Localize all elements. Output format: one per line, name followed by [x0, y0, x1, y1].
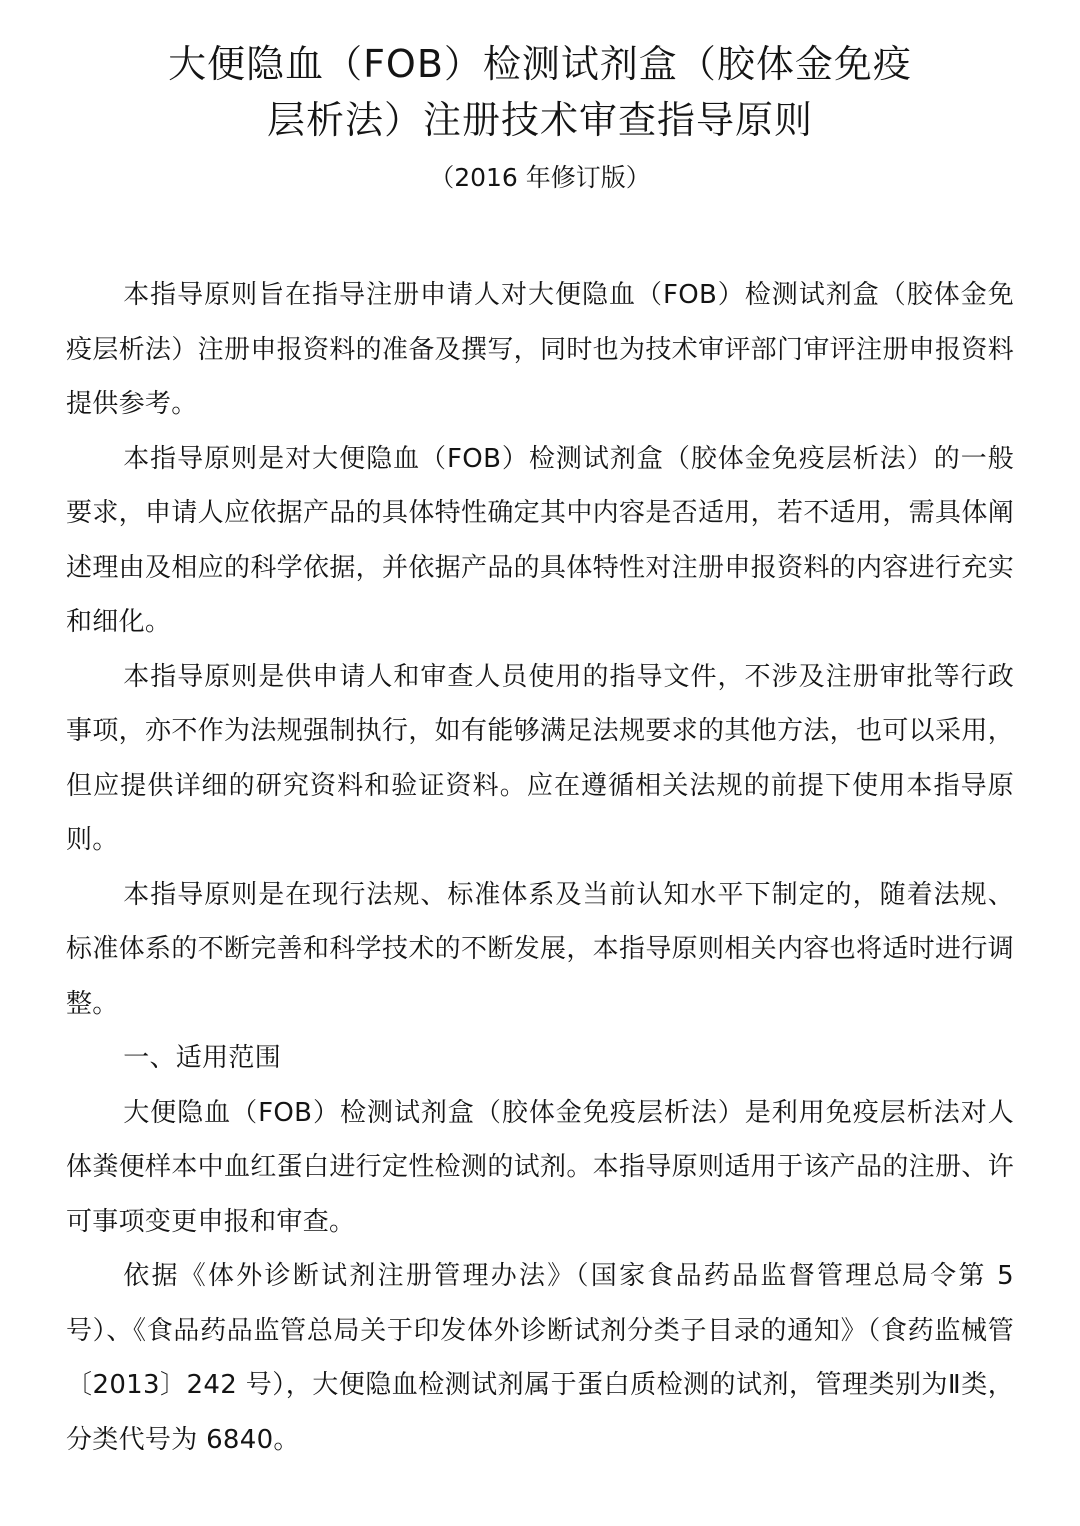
section-heading-scope: 一、适用范围: [123, 1043, 281, 1073]
paragraph-revision-note: 本指导原则是在现行法规、标准体系及当前认知水平下制定的，随着法规、标准体系的不断完善和科学技术的不断发展，本指导原则相关内容也将适时进行调整。: [66, 879, 1014, 1019]
paragraph-scope: 大便隐血（FOB）检测试剂盒（胶体金免疫层析法）是利用免疫层析法对人体粪便样本中血红蛋白进行定性检测的试剂。本指导原则适用于该产品的注册、许可事项变更申报和审查。: [66, 1097, 1014, 1237]
title-line-2: 层析法）注册技术审查指导原则: [266, 98, 813, 142]
paragraph-usage-note: 本指导原则是供申请人和审查人员使用的指导文件，不涉及注册审批等行政事项，亦不作为法规强制执行，如有能够满足法规要求的其他方法，也可以采用，但应提供详细的研究资料和验证资料。应在遵循相关法规的前提下使用本指导原则。: [66, 661, 1014, 855]
document-subtitle: （2016 年修订版）: [429, 163, 651, 192]
paragraph-classification: 依据《体外诊断试剂注册管理办法》（国家食品药品监督管理总局令第 5 号）、《食品药品监管总局关于印发体外诊断试剂分类子目录的通知》（食药监械管〔2013〕242 号），大便隐血检测试剂属于蛋白质检测的试剂，管理类别为Ⅱ类，分类代号为 6840。: [66, 1261, 1014, 1455]
document-body: [66, 268, 1014, 1467]
paragraph-general-requirements: 本指导原则是对大便隐血（FOB）检测试剂盒（胶体金免疫层析法）的一般要求，申请人应依据产品的具体特性确定其中内容是否适用，若不适用，需具体阐述理由及相应的科学依据，并依据产品的具体特性对注册申报资料的内容进行充实和细化。: [66, 443, 1014, 637]
document-title: [66, 36, 1014, 148]
title-line-1: 大便隐血（FOB）检测试剂盒（胶体金免疫: [168, 42, 912, 86]
paragraph-purpose: 本指导原则旨在指导注册申请人对大便隐血（FOB）检测试剂盒（胶体金免疫层析法）注册申报资料的准备及撰写，同时也为技术审评部门审评注册申报资料提供参考。: [66, 280, 1014, 419]
